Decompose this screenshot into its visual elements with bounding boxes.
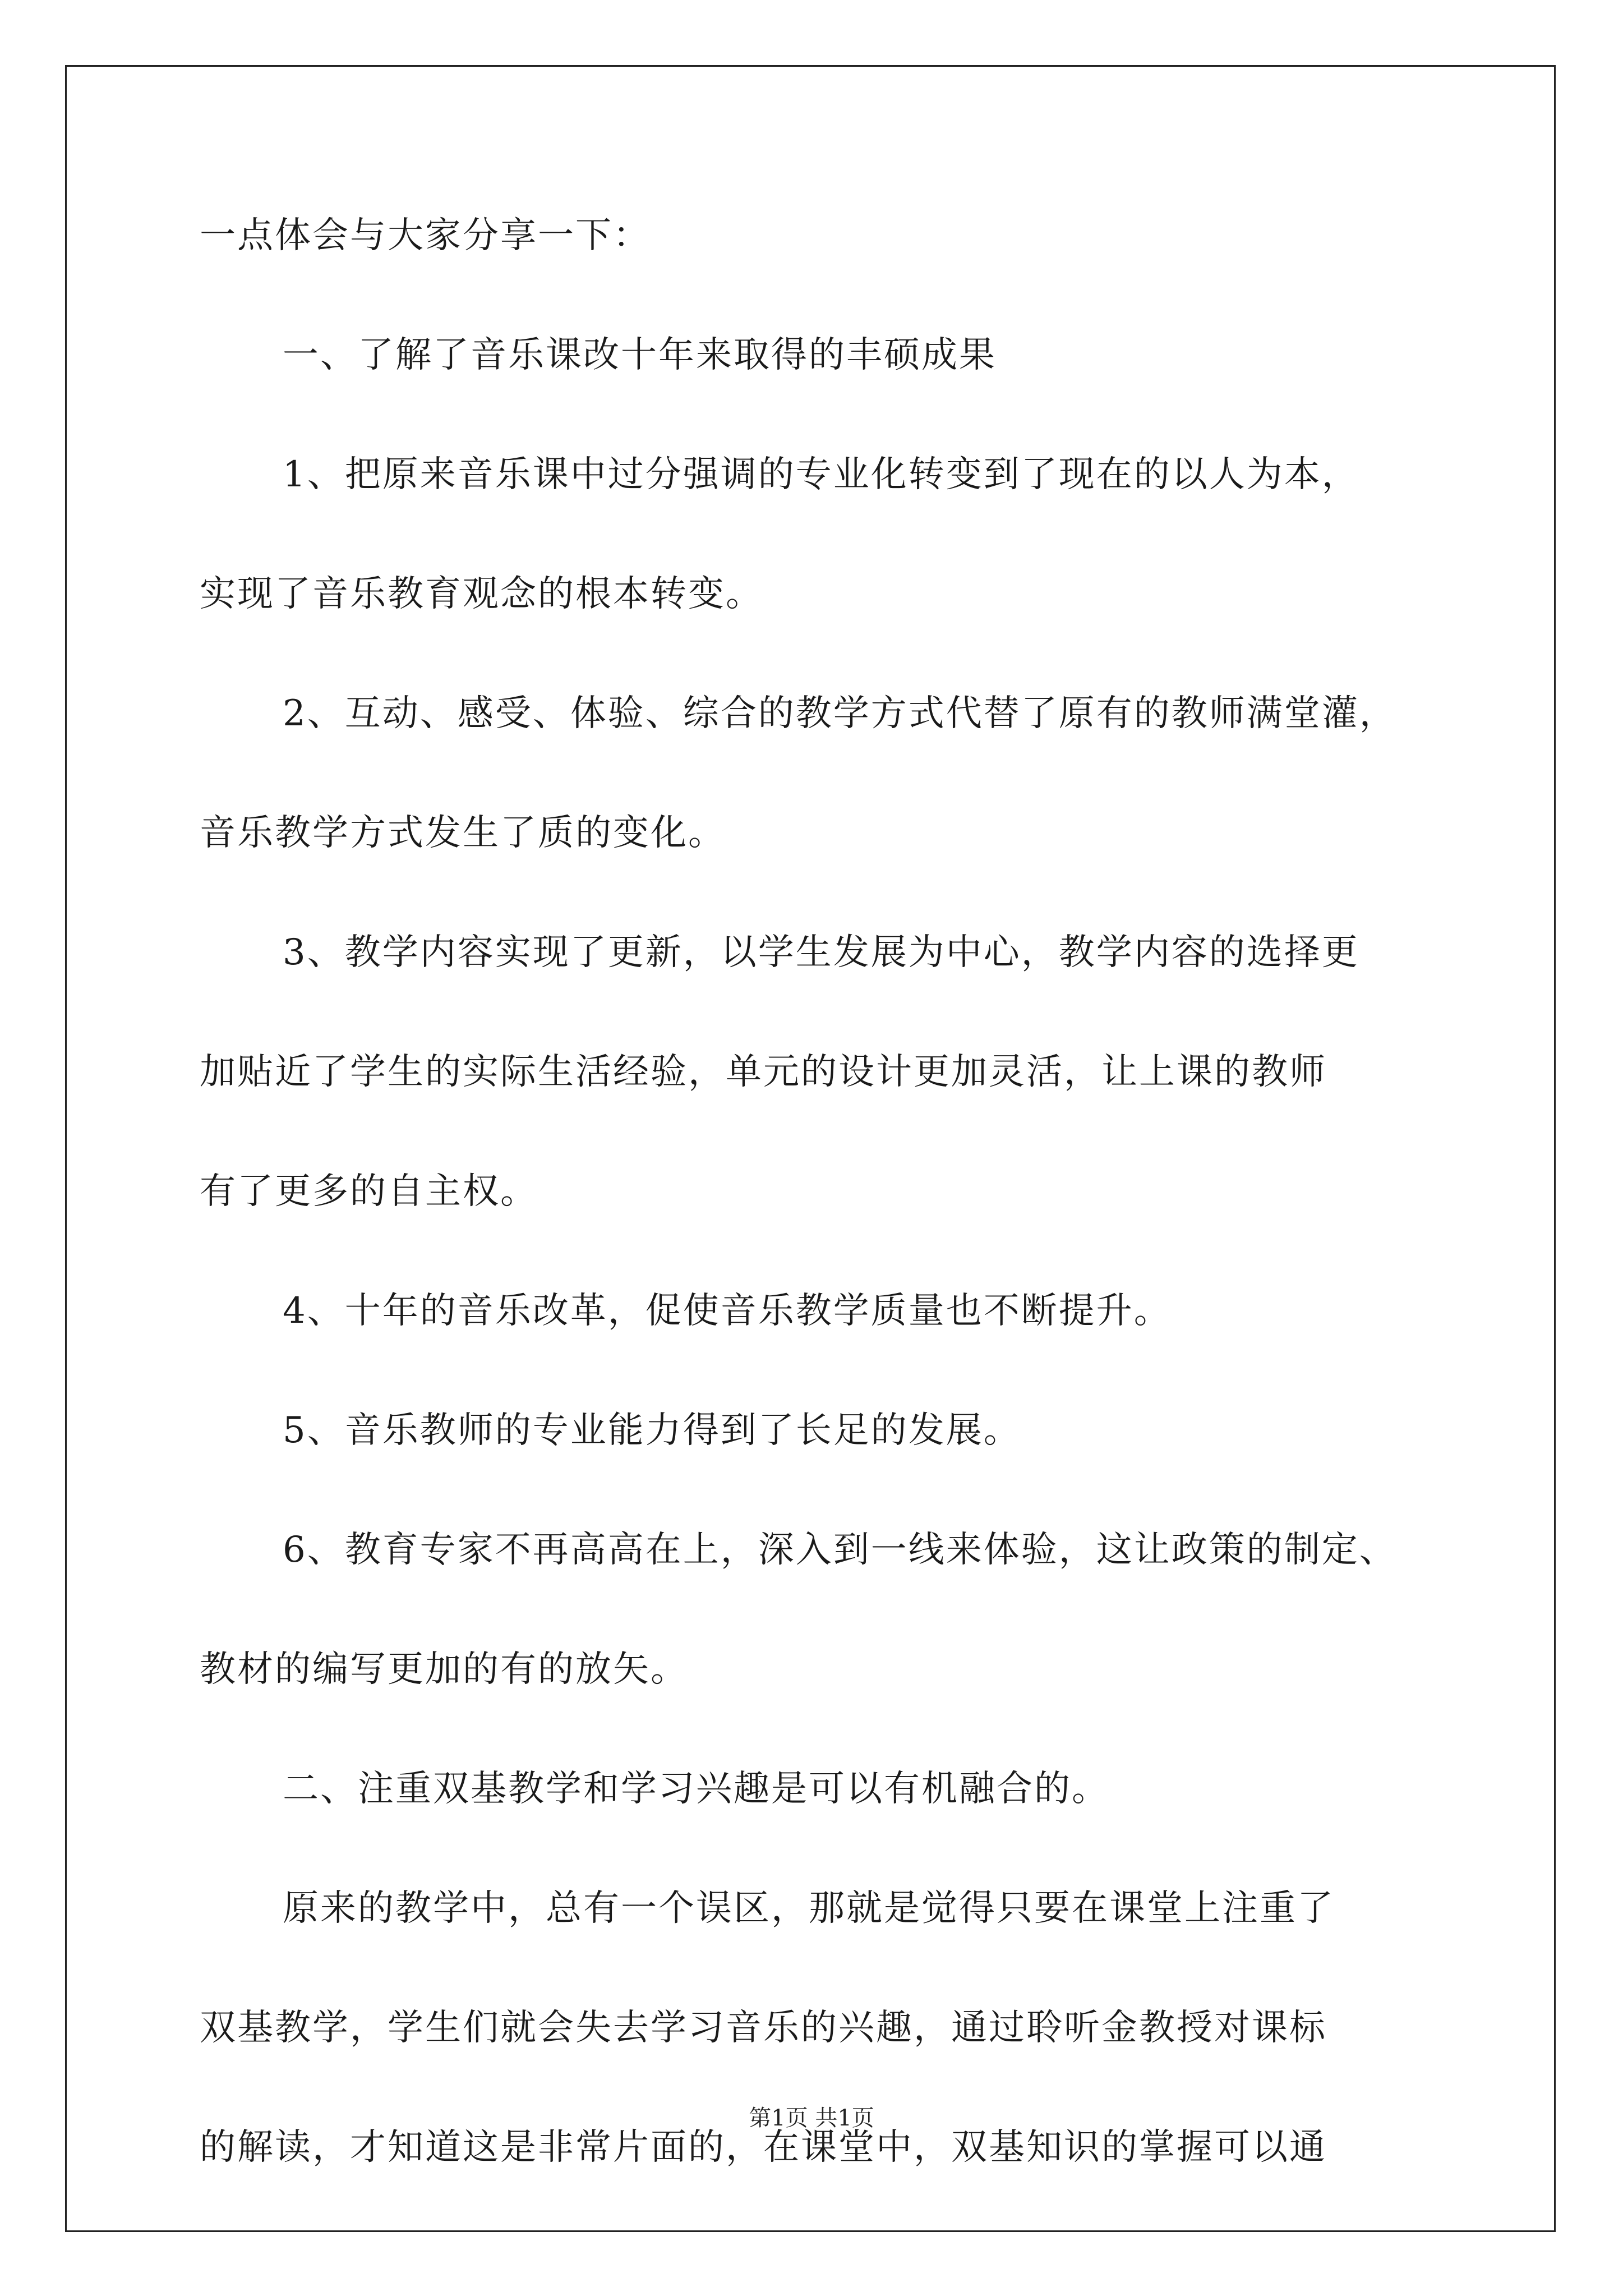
text-line: 一点体会与大家分享一下：	[200, 215, 651, 256]
list-item: 1、把原来音乐课中过分强调的专业化转变到了现在的以人为本，	[283, 454, 1359, 495]
text-line: 双基教学，学生们就会失去学习音乐的兴趣，通过聆听金教授对课标	[200, 2007, 1327, 2049]
section-heading: 一、了解了音乐课改十年来取得的丰硕成果	[283, 334, 997, 376]
list-item: 5、音乐教师的专业能力得到了长足的发展。	[283, 1410, 1021, 1451]
text-line: 加贴近了学生的实际生活经验，单元的设计更加灵活，让上课的教师	[200, 1051, 1327, 1093]
paragraph-line: 原来的教学中，总有一个误区，那就是觉得只要在课堂上注重了	[283, 1888, 1335, 1929]
list-item: 3、教学内容实现了更新，以学生发展为中心，教学内容的选择更	[283, 932, 1359, 973]
text-line: 实现了音乐教育观念的根本转变。	[200, 573, 763, 615]
text-line: 教材的编写更加的有的放矢。	[200, 1649, 688, 1690]
list-item: 6、教育专家不再高高在上，深入到一线来体验，这让政策的制定、	[283, 1529, 1397, 1571]
text-line: 音乐教学方式发生了质的变化。	[200, 812, 726, 854]
list-item: 4、十年的音乐改革，促使音乐教学质量也不断提升。	[283, 1290, 1172, 1332]
page-footer: 第1页 共1页	[749, 2105, 874, 2131]
text-line: 有了更多的自主权。	[200, 1171, 538, 1212]
text-line: 的解读，才知道这是非常片面的，在课堂中，双基知识的掌握可以通	[200, 2127, 1327, 2168]
list-item: 2、互动、感受、体验、综合的教学方式代替了原有的教师满堂灌，	[283, 693, 1397, 734]
section-heading: 二、注重双基教学和学习兴趣是可以有机融合的。	[283, 1768, 1109, 1810]
